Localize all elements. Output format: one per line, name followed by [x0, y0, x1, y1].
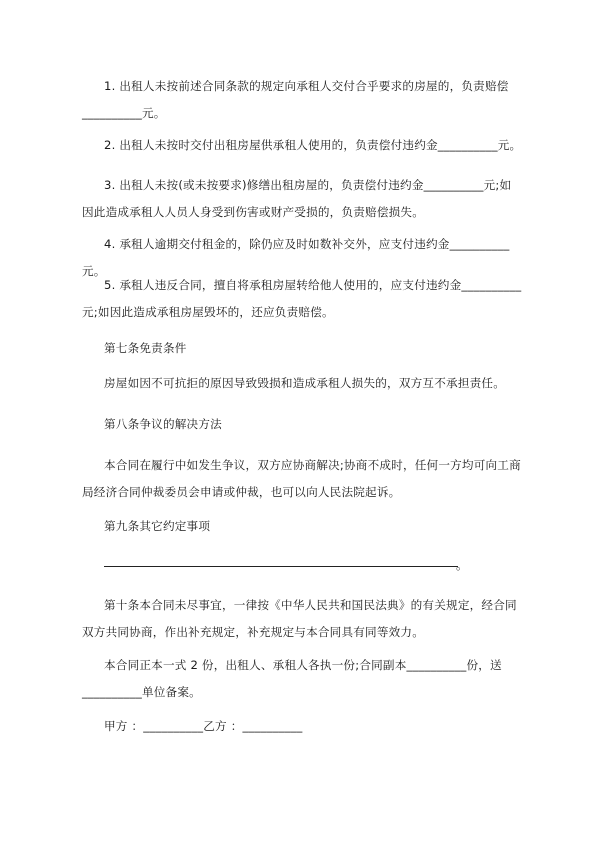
clause-4-text: 4. 承租人逾期交付租金的，除仍应及时如数补交外，应支付违约金__________元。	[82, 237, 510, 278]
copies-clause	[82, 652, 522, 706]
signature-line: 甲方 ：__________乙方 ：__________	[104, 719, 303, 733]
clause-1-text: 1. 出租人未按前述合同条款的规定向承租人交付合乎要求的房屋的，负责赔偿__________元。	[82, 79, 509, 120]
clause-3-text: 3. 出租人未按(或未按要求)修缮出租房屋的，负责偿付违约金__________元;如因此造成承租人人员人身受到伤害或财产受损的，负责赔偿损失。	[82, 178, 512, 219]
other-terms-blank-line	[104, 566, 458, 567]
article-10-body-text: 第十条本合同未尽事宜，一律按《中华人民共和国民法典》的有关规定，经合同双方共同协商，作出补充规定，补充规定与本合同具有同等效力。	[82, 598, 517, 639]
clause-5-text: 5. 承租人违反合同，擅自将承租房屋转给他人使用的，应支付违约金__________元;如因此造成承租房屋毁坏的，还应负责赔偿。	[82, 278, 522, 319]
clause-2	[82, 132, 522, 159]
copies-clause-text: 本合同正本一式 2 份，出租人、承租人各执一份;合同副本__________份，送__________单位备案。	[82, 658, 502, 699]
clause-2-text: 2. 出租人未按时交付出租房屋供承租人使用的，负责偿付违约金__________元。	[104, 138, 522, 152]
article-9-heading: 第九条其它约定事项	[104, 519, 211, 533]
article-8-body-text: 本合同在履行中如发生争议，双方应协商解决;协商不成时，任何一方均可向工商局经济合同仲裁委员会申请或仲裁，也可以向人民法院起诉。	[82, 458, 521, 499]
article-7-heading: 第七条免责条件	[104, 341, 187, 355]
article-8-body	[82, 452, 522, 506]
article-7-body-text: 房屋如因不可抗拒的原因导致毁损和造成承租人损失的，双方互不承担责任。	[104, 376, 505, 390]
clause-1	[82, 73, 522, 127]
clause-5	[82, 272, 522, 326]
article-8-heading: 第八条争议的解决方法	[104, 417, 222, 431]
other-terms-line-end: 。	[456, 558, 468, 572]
article-7-body	[82, 370, 522, 397]
clause-3	[82, 172, 522, 226]
article-10-body	[82, 592, 522, 646]
